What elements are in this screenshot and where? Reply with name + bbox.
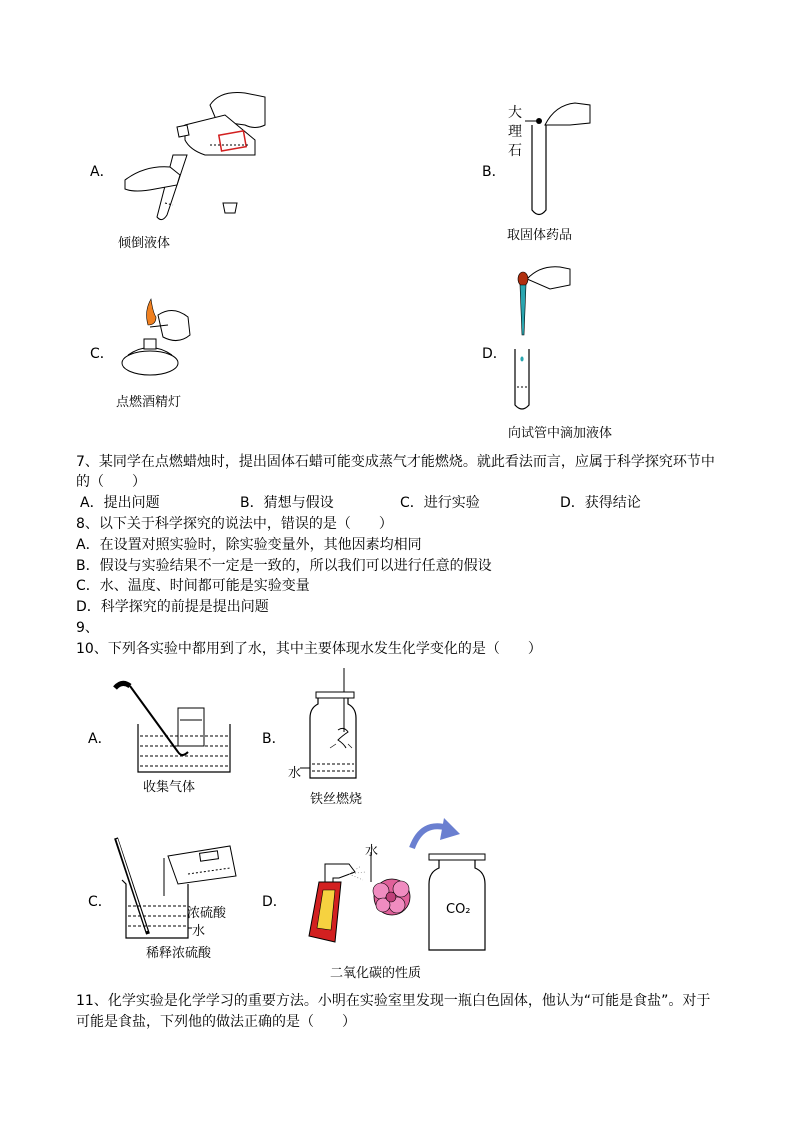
q10-option-d-letter: D．	[262, 894, 287, 910]
q7-option-b: B．猜想与假设	[240, 495, 334, 511]
option-b-caption: 取固体药品	[507, 228, 573, 243]
q10-option-b-letter: B．	[262, 731, 286, 747]
dropper-test-tube-illustration	[505, 265, 575, 415]
q7-stem-line2: 的（ ）	[76, 474, 146, 490]
flower-icon	[367, 875, 417, 920]
q11-stem-line1: 11、化学实验是化学学习的重要方法。小明在实验室里发现一瓶白色固体，他认为“可能是食盐”。对于	[76, 993, 711, 1009]
option-a-caption: 倾倒液体	[118, 236, 171, 251]
q10-option-d-water-label: 水	[365, 844, 379, 859]
q10-option-b-water-label: 水	[288, 766, 302, 781]
pouring-liquid-illustration	[115, 85, 275, 225]
option-d-letter: D．	[482, 346, 507, 362]
q9-stem: 9、	[76, 620, 99, 636]
option-a-letter: A．	[90, 164, 114, 180]
q8-option-b: B．假设与实验结果不一定是一致的，所以我们可以进行任意的假设	[76, 558, 492, 574]
q7-option-c: C．进行实验	[400, 495, 480, 511]
option-d-caption: 向试管中滴加液体	[508, 426, 613, 441]
q10-option-d-caption: 二氧化碳的性质	[330, 966, 422, 981]
q10-option-c-water-label: 水	[192, 924, 206, 939]
q10-option-d-gas-label: CO₂	[446, 902, 471, 917]
gas-collection-illustration	[110, 680, 235, 775]
q10-option-c-acid-label: 浓硫酸	[187, 906, 227, 921]
option-c-letter: C．	[90, 346, 114, 362]
q7-option-d: D．获得结论	[560, 495, 641, 511]
q10-option-b-caption: 铁丝燃烧	[310, 792, 363, 807]
q8-option-c: C．水、温度、时间都可能是实验变量	[76, 578, 310, 594]
option-b-letter: B．	[482, 164, 506, 180]
iron-wire-burning-illustration	[300, 668, 370, 783]
q10-stem: 10、下列各实验中都用到了水，其中主要体现水发生化学变化的是（ ）	[76, 641, 542, 657]
q10-option-c-caption: 稀释浓硫酸	[146, 946, 212, 961]
dilute-sulfuric-acid-illustration	[112, 836, 242, 941]
q7-option-a: A．提出问题	[80, 495, 160, 511]
q7-stem-line1: 7、某同学在点燃蜡烛时，提出固体石蜡可能变成蒸气才能燃烧。就此看法而言，应属于科学探究环节中	[76, 454, 715, 470]
q10-option-a-caption: 收集气体	[143, 780, 196, 795]
q8-option-a: A．在设置对照实验时，除实验变量外，其他因素均相同	[76, 537, 422, 553]
spray-bottle-icon	[305, 852, 375, 947]
q10-option-a-letter: A．	[88, 731, 112, 747]
q8-option-d: D．科学探究的前提是提出问题	[76, 599, 269, 615]
q10-option-c-letter: C．	[88, 894, 112, 910]
option-c-caption: 点燃酒精灯	[116, 395, 182, 410]
q8-stem: 8、以下关于科学探究的说法中，错误的是（ ）	[76, 516, 393, 532]
alcohol-lamp-illustration	[118, 295, 198, 385]
marble-label: 大 理 石	[508, 105, 522, 159]
arrow-icon	[408, 818, 463, 853]
test-tube-solid-illustration	[525, 95, 595, 220]
q11-stem-line2: 可能是食盐，下列他的做法正确的是（ ）	[76, 1014, 356, 1030]
